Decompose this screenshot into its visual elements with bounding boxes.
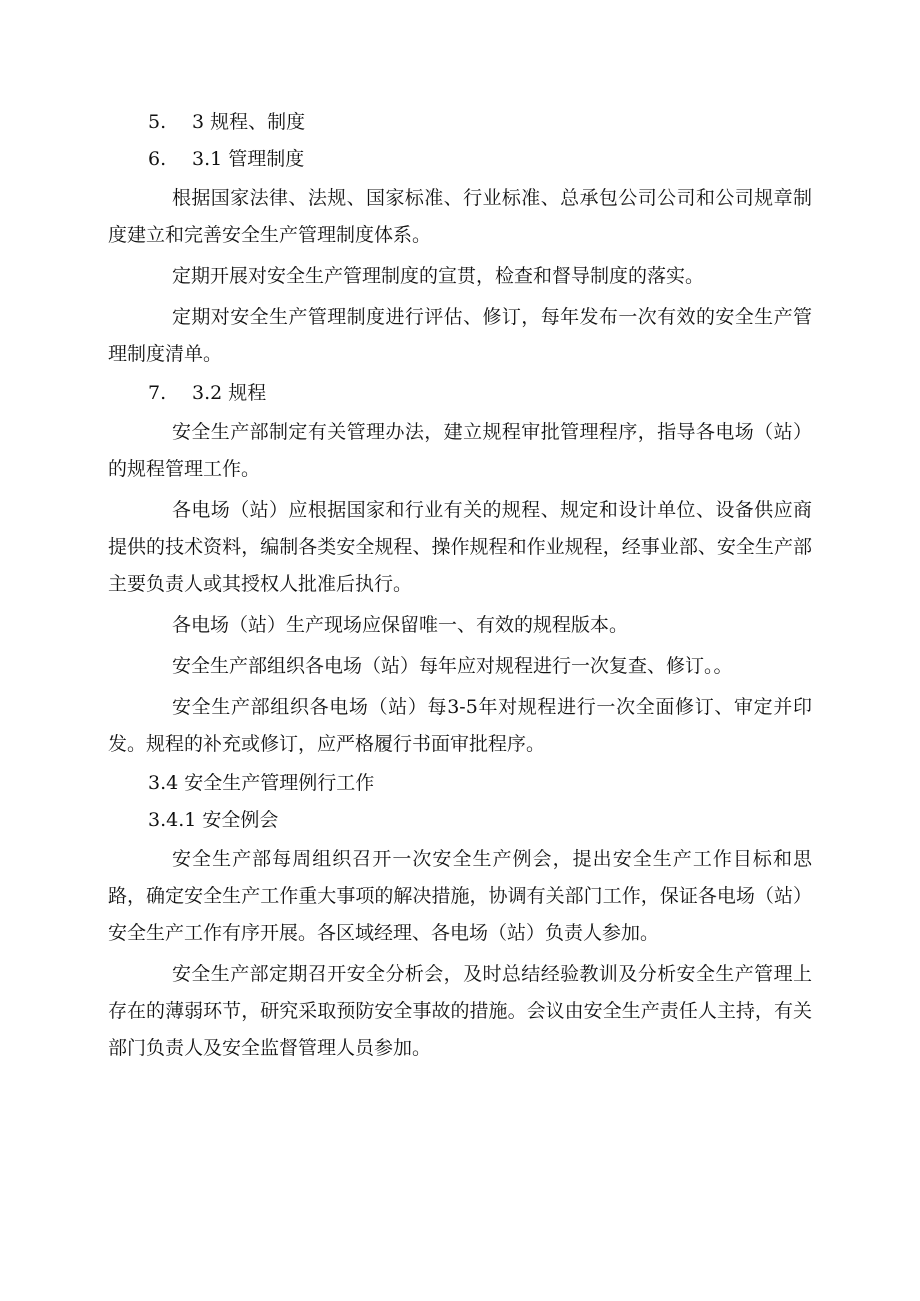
- paragraph: 安全生产部组织各电场（站）每年应对规程进行一次复查、修订。。: [172, 655, 733, 677]
- paragraph: 安全生产部定期召开安全分析会，及时总结经验教训及分析安全生产管理上存在的薄弱环节，研究采取预防安全事故的措施。会议由安全生产责任人主持，有关部门负责人及安全监督管理人员参加。: [108, 963, 812, 1059]
- list-number: 5.: [148, 111, 167, 133]
- section-heading-7-3-2: [108, 377, 812, 410]
- paragraph: 根据国家法律、法规、国家标准、行业标准、总承包公司公司和公司规章制度建立和完善安全生产管理制度体系。: [108, 187, 812, 246]
- paragraph: 定期对安全生产管理制度进行评估、修订，每年发布一次有效的安全生产管理制度清单。: [108, 306, 812, 365]
- heading-text: 3.2 规程: [192, 382, 267, 404]
- list-number: 6.: [148, 148, 167, 170]
- list-number: 7.: [148, 382, 167, 404]
- paragraph: 安全生产部每周组织召开一次安全生产例会，提出安全生产工作目标和思路，确定安全生产工作重大事项的解决措施，协调有关部门工作，保证各电场（站）安全生产工作有序开展。各区域经理、各电场（站）负责人参加。: [108, 848, 812, 944]
- document-body: [108, 106, 812, 1071]
- paragraph: 安全生产部组织各电场（站）每3-5年对规程进行一次全面修订、审定并印发。规程的补充或修订，应严格履行书面审批程序。: [108, 696, 812, 755]
- section-heading-3-4-1: 3.4.1 安全例会: [148, 809, 279, 831]
- paragraph: 定期开展对安全生产管理制度的宣贯，检查和督导制度的落实。: [172, 265, 705, 287]
- paragraph: 各电场（站）应根据国家和行业有关的规程、规定和设计单位、设备供应商提供的技术资料，编制各类安全规程、操作规程和作业规程，经事业部、安全生产部主要负责人或其授权人批准后执行。: [108, 499, 812, 595]
- heading-text: 3 规程、制度: [192, 111, 306, 133]
- section-heading-6-3-1: [108, 143, 812, 176]
- paragraph: 安全生产部制定有关管理办法，建立规程审批管理程序，指导各电场（站）的规程管理工作。: [108, 421, 812, 480]
- heading-text: 3.1 管理制度: [192, 148, 305, 170]
- section-heading-5-3: [108, 106, 812, 139]
- section-heading-3-4: 3.4 安全生产管理例行工作: [148, 772, 375, 794]
- paragraph: 各电场（站）生产现场应保留唯一、有效的规程版本。: [172, 614, 629, 636]
